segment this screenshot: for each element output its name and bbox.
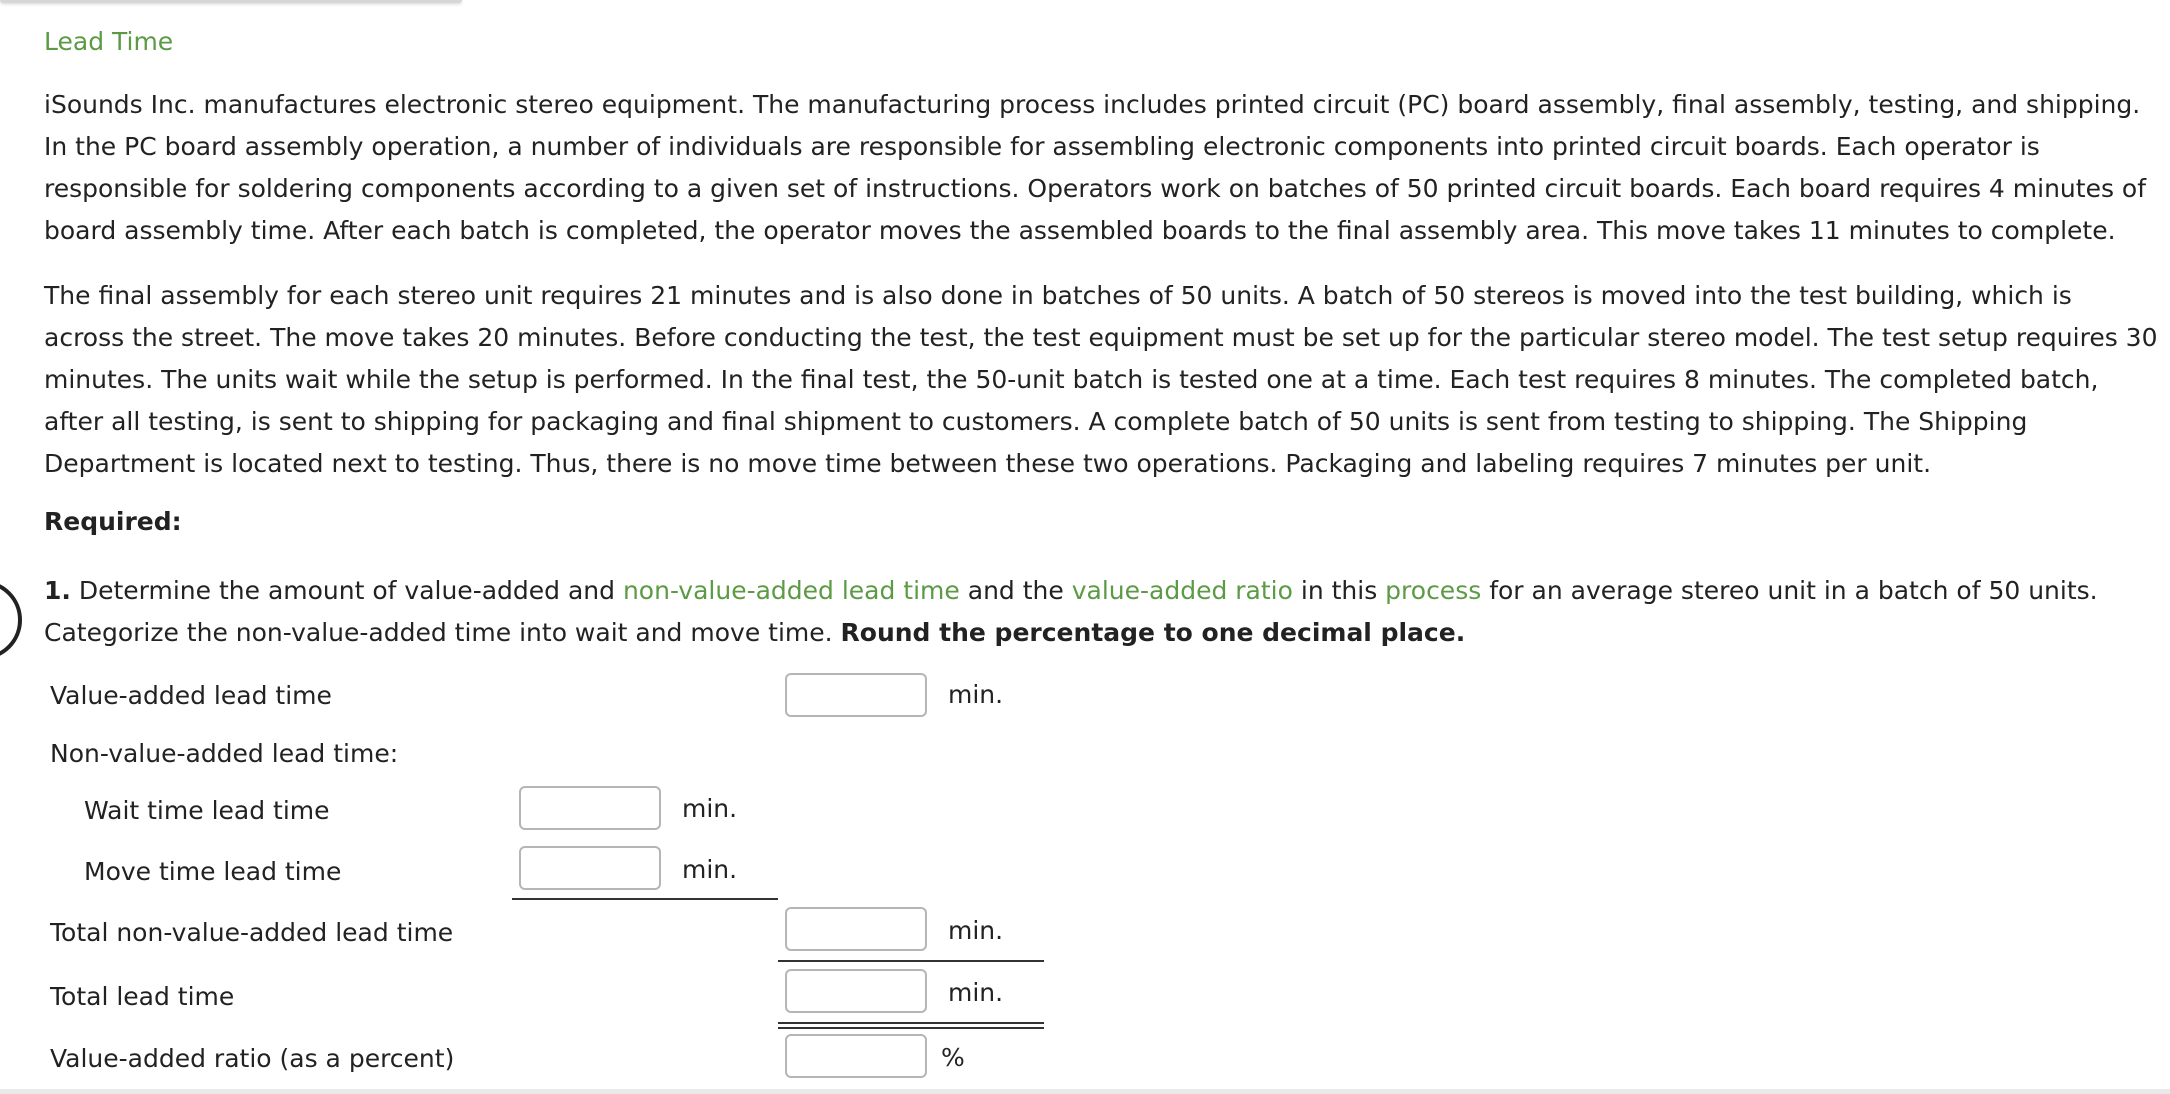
value-added-ratio-input[interactable] bbox=[785, 1034, 927, 1078]
total-nva-label: Total non-value-added lead time bbox=[50, 918, 454, 947]
value-added-input[interactable] bbox=[785, 673, 927, 717]
wait-time-input[interactable] bbox=[519, 786, 661, 830]
value-added-ratio-label: Value-added ratio (as a percent) bbox=[50, 1044, 455, 1073]
total-lead-time-unit: min. bbox=[948, 978, 1004, 1007]
question-text-2: and the bbox=[959, 576, 1072, 605]
wait-time-unit: min. bbox=[682, 794, 738, 823]
paragraph-2: The final assembly for each stereo unit requires 21 minutes and is also done in batches of 50 units. A batch of 50 stereos is moved into the test building, which is across the street. The move takes 20 minutes. Before conducting the test, the test equipment must be set up for the particular stereo model. The test setup requires 30 minutes. The units wait while the setup is performed. In the final test, the 50-unit batch is tested one at a time. Each test requires 8 minutes. The completed batch, after all testing, is sent to shipping for packaging and final shipment to customers. A complete batch of 50 units is sent from testing to shipping. The Shipping Department is located next to testing. Thus, there is no move time between these two operations. Packaging and labeling requires 7 minutes per unit. bbox=[44, 281, 2158, 478]
question-number: 1. bbox=[44, 576, 71, 605]
total-nva-unit: min. bbox=[948, 916, 1004, 945]
total-lead-time-input[interactable] bbox=[785, 969, 927, 1013]
move-time-input[interactable] bbox=[519, 846, 661, 890]
total-nva-input[interactable] bbox=[785, 907, 927, 951]
question-1 bbox=[44, 570, 2159, 654]
question-text-3: in this bbox=[1292, 576, 1386, 605]
total-rule bbox=[778, 960, 1044, 962]
link-process[interactable]: process bbox=[1385, 576, 1482, 605]
move-time-label: Move time lead time bbox=[84, 857, 342, 886]
rounding-instruction: Round the percentage to one decimal place. bbox=[840, 618, 1466, 647]
grand-total-double-rule bbox=[778, 1022, 1044, 1029]
question-text-1: Determine the amount of value-added and bbox=[70, 576, 623, 605]
move-time-unit: min. bbox=[682, 855, 738, 884]
subtotal-rule bbox=[512, 898, 778, 900]
question-text-4: for an average stereo unit in a batch of 50 units. Categorize the non-value-added time into wait and move time. bbox=[44, 576, 2098, 647]
link-value-added-ratio[interactable]: value-added ratio bbox=[1071, 576, 1293, 605]
total-lead-time-label: Total lead time bbox=[50, 982, 235, 1011]
value-added-label: Value-added lead time bbox=[50, 681, 332, 710]
paragraph-1: iSounds Inc. manufactures electronic stereo equipment. The manufacturing process includes printed circuit (PC) board assembly, final assembly, testing, and shipping. In the PC board assembly operation, a number of individuals are responsible for assembling electronic components into printed circuit boards. Each operator is responsible for soldering components according to a given set of instructions. Operators work on batches of 50 printed circuit boards. Each board requires 4 minutes of board assembly time. After each batch is completed, the operator moves the assembled boards to the final assembly area. This move takes 11 minutes to complete. bbox=[44, 90, 2147, 245]
non-value-added-label: Non-value-added lead time: bbox=[50, 739, 399, 768]
value-added-unit: min. bbox=[948, 680, 1004, 709]
top-tab-edge bbox=[0, 0, 462, 3]
wait-time-label: Wait time lead time bbox=[84, 796, 330, 825]
required-heading: Required: bbox=[44, 507, 182, 536]
link-non-value-added-lead-time[interactable]: non-value-added lead time bbox=[622, 576, 960, 605]
step-circle-marker bbox=[0, 580, 22, 660]
bottom-scroll-edge bbox=[0, 1089, 2170, 1094]
page-title: Lead Time bbox=[44, 27, 174, 56]
percent-unit: % bbox=[941, 1043, 965, 1072]
